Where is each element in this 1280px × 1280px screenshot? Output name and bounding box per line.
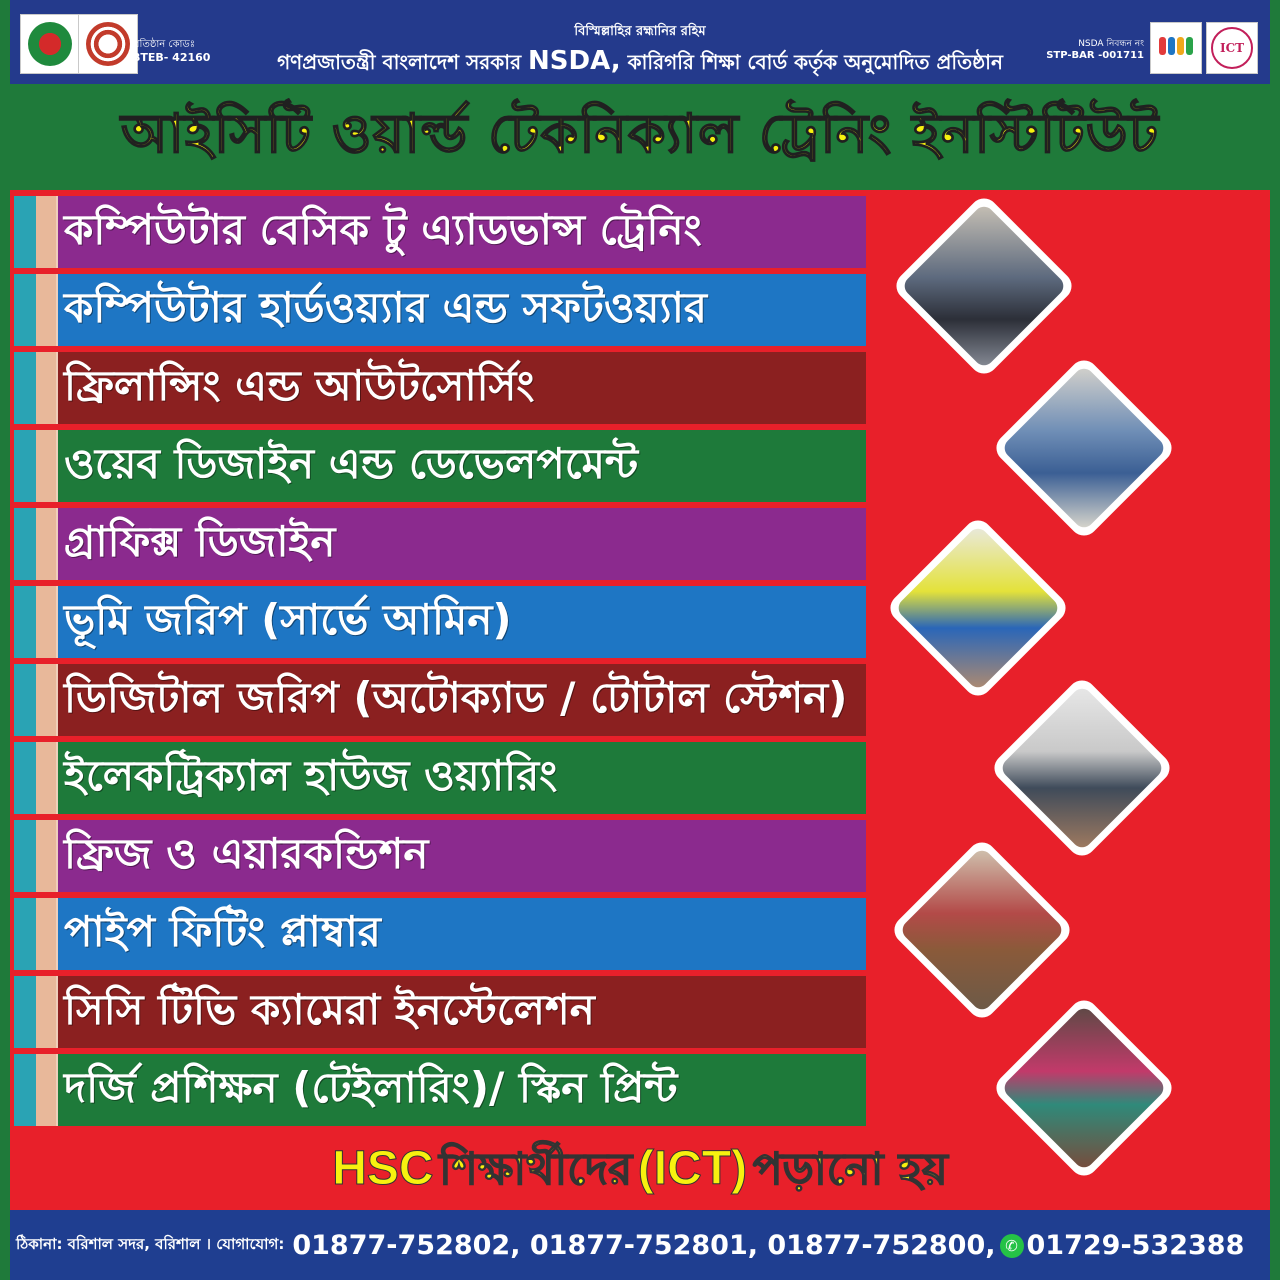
whatsapp-icon: ✆ [1000, 1234, 1024, 1258]
course-label: ওয়েব ডিজাইন এন্ড ডেভেলপমেন্ট [64, 438, 639, 488]
course-label: কম্পিউটার হার্ডওয়্যার এন্ড সফটওয়্যার [64, 282, 708, 332]
hsc-students-text: শিক্ষার্থীদের [439, 1144, 633, 1195]
institute-title: আইসিটি ওয়ার্ল্ড টেকনিক্যাল ট্রেনিং ইনস্টিটিউট [120, 102, 1160, 165]
survey-training-photo [996, 360, 1172, 536]
hsc-ict-text: (ICT) [637, 1142, 748, 1195]
ict-logo-text: ICT [1219, 41, 1245, 55]
nsda-reg-label: NSDA নিবন্ধন নং [1078, 39, 1144, 49]
course-label: সিসি টিভি ক্যামেরা ইনস্টেলেশন [64, 984, 595, 1034]
hsc-taught-text: পড়ানো হয় [752, 1144, 948, 1195]
course-item [14, 898, 866, 970]
phone-numbers [292, 1230, 1244, 1261]
course-label: ফ্রিলান্সিং এন্ড আউটসোর্সিং [64, 360, 535, 410]
electrical-wiring-photo [890, 520, 1066, 696]
course-label: কম্পিউটার বেসিক টু এ্যাডভান্স ট্রেনিং [64, 204, 702, 254]
computer-lab-photo [896, 198, 1072, 374]
phone-list: 01877-752802, 01877-752801, 01877-752800, [292, 1229, 996, 1261]
course-item [14, 430, 866, 502]
bismillah-text: বিস্মিল্লাহির রহ্মানির রহিম [574, 24, 706, 39]
course-label: ফ্রিজ ও এয়ারকন্ডিশন [64, 828, 429, 878]
course-label: ইলেকট্রিক্যাল হাউজ ওয়্যারিং [64, 750, 558, 800]
ict-world-logo-icon [1206, 22, 1258, 74]
course-item [14, 976, 866, 1048]
course-item [14, 586, 866, 658]
course-item [14, 196, 866, 268]
institute-code-label: প্রতিষ্ঠান কোডঃ [132, 39, 196, 50]
footer-contact-bar [0, 1210, 1280, 1280]
ac-repair-photo [994, 680, 1170, 856]
course-label: গ্রাফিক্স ডিজাইন [64, 516, 336, 566]
approval-nsda: NSDA, [528, 46, 621, 76]
hsc-ict-banner [0, 1136, 1280, 1209]
course-label: ডিজিটাল জরিপ (অটোক্যাড / টোটাল স্টেশন) [64, 672, 848, 722]
address-text: ঠিকানা: বরিশাল সদর, বরিশাল । যোগাযোগ: [16, 1234, 285, 1253]
course-item [14, 274, 866, 346]
institute-code-value: BTEB- 42160 [132, 51, 211, 64]
nsda-logo-icon [1150, 22, 1202, 74]
course-label: ভূমি জরিপ (সার্ভে আমিন) [64, 594, 512, 644]
course-item [14, 508, 866, 580]
title-bar [0, 84, 1280, 190]
course-label: দর্জি প্রশিক্ষন (টেইলারিং)/ স্কিন প্রিন্ট [64, 1062, 678, 1112]
nsda-registration [1046, 38, 1144, 62]
course-item [14, 742, 866, 814]
course-item [14, 820, 866, 892]
tailoring-class-photo [894, 842, 1070, 1018]
approval-post: কারিগরি শিক্ষা বোর্ড কর্তৃক অনুমোদিত প্রতিষ্ঠান [627, 50, 1003, 74]
course-item [14, 1054, 866, 1126]
course-item [14, 352, 866, 424]
course-item [14, 664, 866, 736]
header-bar [0, 0, 1280, 84]
nsda-reg-value: STP-BAR -001711 [1046, 50, 1144, 61]
approval-pre: গণপ্রজাতন্ত্রী বাংলাদেশ সরকার [277, 50, 522, 74]
hsc-text: HSC [332, 1142, 434, 1195]
whatsapp-number: 01729-532388 [1026, 1229, 1245, 1261]
course-label: পাইপ ফিটিং প্লাম্বার [64, 906, 381, 956]
